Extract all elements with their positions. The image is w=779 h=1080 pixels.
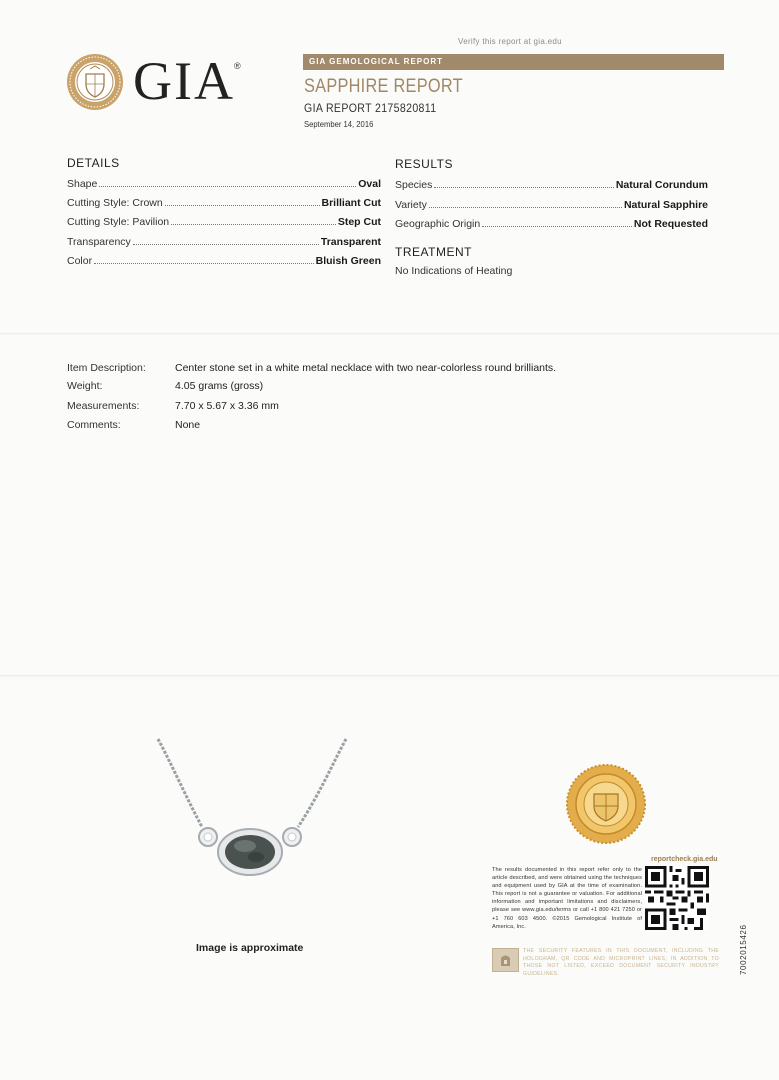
- report-number: GIA REPORT 2175820811: [304, 101, 437, 115]
- description-label: Measurements:: [67, 400, 140, 412]
- band-text: GIA GEMOLOGICAL REPORT: [309, 57, 444, 66]
- results-label: Species: [395, 179, 433, 191]
- reportcheck-url: reportcheck.gia.edu: [651, 856, 718, 863]
- disclaimer-text: The results documented in this report refer only to the article described, and were obtained using the techniques and equipment used by GIA at the time of examination. This report is not a guarantee or valuation. For additional information and important limitations and disclaimers, please see www.gia.edu/terms or call +1 800 421 7250 or +1 760 603 4500. ©2015 Gemological Institute of America, Inc.: [492, 867, 642, 930]
- details-label: Color: [67, 255, 93, 267]
- report-date: September 14, 2016: [304, 119, 374, 129]
- qr-code-icon: [645, 866, 709, 930]
- details-row: [67, 253, 381, 267]
- gia-logo: [66, 53, 256, 111]
- description-label: Comments:: [67, 419, 121, 431]
- gia-seal-icon: [66, 53, 124, 111]
- description-value: None: [175, 419, 201, 431]
- description-value: 7.70 x 5.67 x 3.36 mm: [175, 400, 279, 412]
- description-label: Weight:: [67, 380, 103, 392]
- details-label: Cutting Style: Crown: [67, 197, 163, 209]
- details-label: Cutting Style: Pavilion: [67, 216, 170, 228]
- results-value: Natural Corundum: [615, 179, 708, 191]
- details-value: Oval: [358, 178, 381, 190]
- hologram-icon: [492, 948, 519, 972]
- details-row: [67, 214, 381, 228]
- details-row: [67, 195, 381, 209]
- details-row: [67, 176, 381, 190]
- results-label: Variety: [395, 199, 427, 211]
- security-text: THE SECURITY FEATURES IN THIS DOCUMENT, INCLUDING THE HOLOGRAM, QR CODE AND MICROPRINT LINES, IN ADDITION TO THOSE NOT LISTED, EXCEED DOCUMENT SECURITY INDUSTRY GUIDELINES.: [523, 948, 719, 977]
- image-caption: Image is approximate: [196, 942, 304, 954]
- gold-seal-icon: [566, 764, 646, 844]
- treatment-heading: TREATMENT: [395, 245, 472, 259]
- verify-text: Verify this report at gia.edu: [458, 37, 562, 46]
- report-band: [303, 54, 724, 70]
- description-label: Item Description:: [67, 362, 146, 374]
- serial-number: 7002015426: [739, 924, 748, 975]
- details-value: Bluish Green: [315, 255, 381, 267]
- treatment-text: No Indications of Heating: [395, 265, 513, 277]
- report-title: SAPPHIRE REPORT: [304, 76, 463, 97]
- gia-logo-text: GIA: [133, 51, 235, 111]
- results-row: [395, 216, 708, 230]
- details-heading: DETAILS: [67, 156, 120, 170]
- results-row: [395, 197, 708, 211]
- details-label: Shape: [67, 178, 98, 190]
- details-value: Brilliant Cut: [321, 197, 381, 209]
- description-value: Center stone set in a white metal necklace with two near-colorless round brilliants.: [175, 362, 557, 374]
- paper-fold-top: [0, 333, 779, 335]
- results-row: [395, 177, 708, 191]
- details-value: Transparent: [320, 236, 381, 248]
- results-label: Geographic Origin: [395, 218, 481, 230]
- results-heading: RESULTS: [395, 157, 453, 171]
- paper-fold-bottom: [0, 675, 779, 677]
- details-value: Step Cut: [337, 216, 381, 228]
- results-value: Not Requested: [633, 218, 708, 230]
- necklace-image: [150, 735, 355, 880]
- description-value: 4.05 grams (gross): [175, 380, 264, 392]
- details-row: [67, 234, 381, 248]
- registered-mark: ®: [234, 61, 241, 71]
- results-value: Natural Sapphire: [623, 199, 708, 211]
- details-label: Transparency: [67, 236, 131, 248]
